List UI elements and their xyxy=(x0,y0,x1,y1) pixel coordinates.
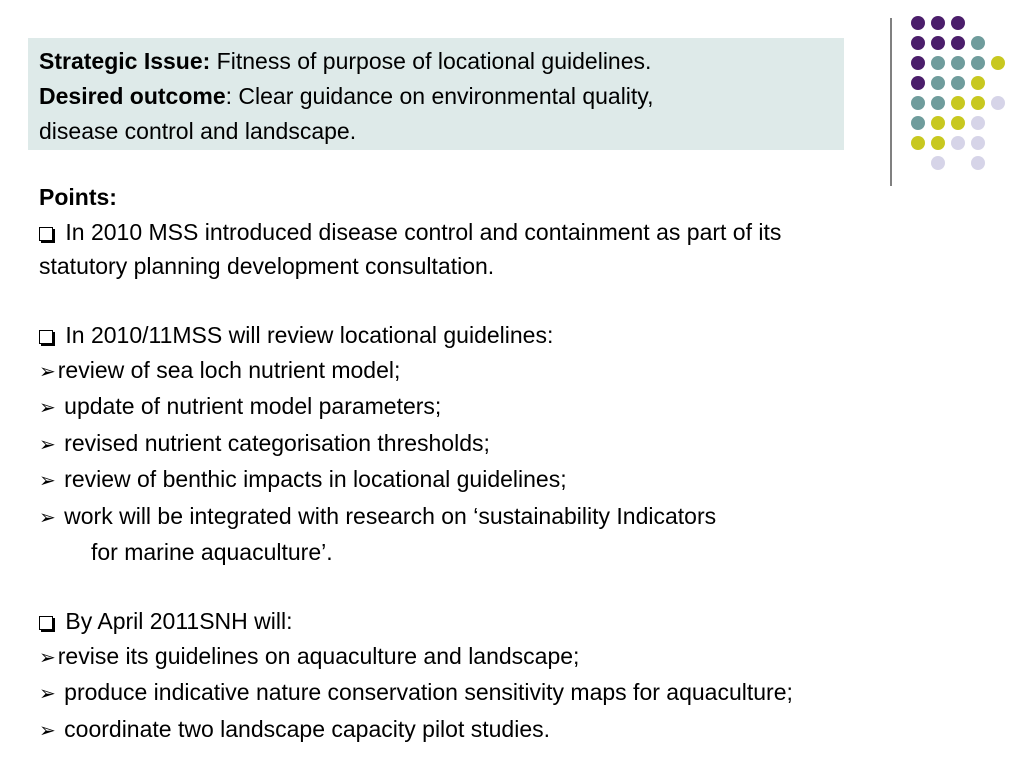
decorative-dot xyxy=(931,36,945,50)
arrowhead-icon: ➢ xyxy=(39,433,56,456)
decorative-dot xyxy=(931,76,945,90)
section-3-lead-text: By April 2011SNH will: xyxy=(59,608,293,634)
section-2-lead-text: In 2010/11MSS will review locational guidelines: xyxy=(59,322,554,348)
decorative-dot xyxy=(951,56,965,70)
decorative-dot xyxy=(911,56,925,70)
decorative-dot xyxy=(931,96,945,110)
arrowhead-icon: ➢ xyxy=(39,470,56,492)
decorative-dot xyxy=(911,76,925,90)
list-item xyxy=(39,353,1009,390)
points-content xyxy=(39,180,1009,748)
desired-outcome-text: : Clear guidance on environmental quality, xyxy=(225,83,654,109)
list-item-text: review of benthic impacts in locational guidelines; xyxy=(57,466,567,492)
decorative-dot xyxy=(971,36,985,50)
section-2-lead xyxy=(39,318,1009,353)
spacer xyxy=(39,284,1009,319)
arrowhead-icon: ➢ xyxy=(39,646,56,669)
decorative-dot xyxy=(911,96,925,110)
decorative-dot xyxy=(951,96,965,110)
decorative-dot xyxy=(951,136,965,150)
strategic-issue-box xyxy=(28,38,844,150)
decorative-dot xyxy=(911,36,925,50)
decorative-dot xyxy=(931,56,945,70)
list-item-continuation: for marine aquaculture’. xyxy=(91,539,333,565)
decorative-dot xyxy=(971,96,985,110)
decorative-dot xyxy=(951,16,965,30)
section-1-lead-cont: statutory planning development consultation. xyxy=(39,253,495,279)
list-item xyxy=(39,389,1009,426)
list-item xyxy=(39,639,1009,676)
arrowhead-icon: ➢ xyxy=(39,397,56,419)
points-title: Points: xyxy=(39,184,117,210)
decorative-dot xyxy=(951,76,965,90)
checkbox-square-icon xyxy=(39,330,53,344)
decorative-dot xyxy=(951,36,965,50)
strategic-issue-text: Fitness of purpose of locational guidelines. xyxy=(210,48,652,74)
desired-outcome-label: Desired outcome xyxy=(39,83,226,109)
decorative-dot xyxy=(931,136,945,150)
arrowhead-icon: ➢ xyxy=(39,683,56,705)
decorative-dot xyxy=(971,136,985,150)
list-item xyxy=(39,712,1009,749)
decorative-dot xyxy=(911,136,925,150)
decorative-dot xyxy=(971,156,985,170)
decorative-dot xyxy=(951,116,965,130)
list-item xyxy=(39,462,1009,499)
vertical-divider xyxy=(890,18,892,186)
decorative-dot xyxy=(971,76,985,90)
decorative-dot xyxy=(931,16,945,30)
list-item-text: revise its guidelines on aquaculture and landscape; xyxy=(57,642,580,669)
decorative-dot xyxy=(931,116,945,130)
strategic-issue-line xyxy=(39,44,833,79)
list-item xyxy=(39,426,1009,463)
section-1-lead xyxy=(39,215,1009,250)
arrowhead-icon: ➢ xyxy=(39,506,56,529)
arrowhead-icon: ➢ xyxy=(39,360,56,383)
list-item-text: produce indicative nature conservation sensitivity maps for aquaculture; xyxy=(57,679,793,705)
list-item-text: coordinate two landscape capacity pilot studies. xyxy=(57,715,550,742)
checkbox-square-icon xyxy=(39,616,53,630)
section-1-lead-text: In 2010 MSS introduced disease control and containment as part of its xyxy=(59,218,782,245)
desired-outcome-line xyxy=(39,79,833,114)
decorative-dot xyxy=(991,96,1005,110)
desired-outcome-text-2: disease control and landscape. xyxy=(39,118,357,144)
strategic-issue-label: Strategic Issue: xyxy=(39,48,211,74)
list-item xyxy=(39,675,1009,712)
desired-outcome-line-2 xyxy=(39,114,833,149)
decorative-dot xyxy=(931,156,945,170)
list-item-text: work will be integrated with research on ‘sustainability Indicators xyxy=(57,502,717,529)
list-item xyxy=(39,499,1009,536)
decorative-dot xyxy=(911,116,925,130)
spacer xyxy=(39,570,1009,605)
decorative-dot xyxy=(911,16,925,30)
list-item-text: revised nutrient categorisation thresholds; xyxy=(57,429,490,456)
arrowhead-icon: ➢ xyxy=(39,719,56,742)
list-item-text: update of nutrient model parameters; xyxy=(57,393,442,419)
decorative-dot xyxy=(991,56,1005,70)
checkbox-square-icon xyxy=(39,227,53,241)
decorative-dot xyxy=(971,116,985,130)
decorative-dot xyxy=(971,56,985,70)
list-item-text: review of sea loch nutrient model; xyxy=(57,356,401,383)
section-3-lead xyxy=(39,604,1009,639)
